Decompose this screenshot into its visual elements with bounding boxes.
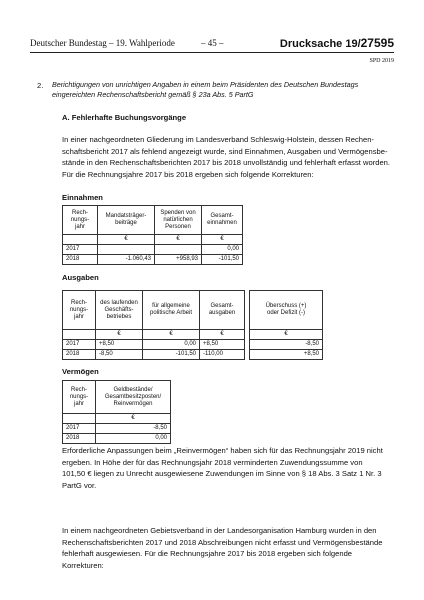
table-header-row	[63, 206, 243, 235]
paragraph-3	[62, 525, 392, 571]
table-row	[63, 424, 171, 434]
header-cell: Geldbestände/ Gesamtbesitzposten/ Reinvermögen	[96, 381, 171, 414]
document-number-prefix: Drucksache 19/	[279, 38, 361, 50]
header-sub: SPD 2019	[369, 58, 394, 64]
unit-row	[63, 330, 245, 340]
header-cell: des laufenden Geschäfts- betriebes	[96, 291, 143, 330]
ausgaben-table	[62, 290, 245, 360]
ausgaben-label: Ausgaben	[62, 273, 99, 282]
year-cell: 2017	[63, 340, 96, 350]
table-row	[63, 340, 245, 350]
paragraph-1-line: stände in den Rechenschaftsberichten 2017 bis 2018 unvollständig und fehlerhaft erfasst worden.	[62, 158, 391, 167]
ueberschuss-table	[249, 290, 323, 360]
table-header-row	[250, 291, 323, 330]
table-row	[250, 350, 323, 360]
table-row	[250, 340, 323, 350]
vermoegen-table	[62, 380, 171, 444]
paragraph-1-line: schaftsbericht 2017 als fehlend angezeigt wurde, sind Einnahmen, Ausgaben und Vermögensbe-	[62, 146, 388, 156]
value-cell: -1.060,43	[98, 255, 155, 265]
header-rule	[30, 52, 394, 53]
header-left: Deutscher Bundestag – 19. Wahlperiode	[30, 38, 175, 48]
year-cell: 2018	[63, 350, 96, 360]
unit-row	[63, 414, 171, 424]
paragraph-2-line: ergeben. In Höhe der für das Rechnungsjahr 2018 verminderten Zuwendungssumme von	[62, 457, 363, 467]
header-cell: Gesamt- ausgaben	[200, 291, 245, 330]
section-title	[52, 80, 358, 100]
value-cell: -110,00	[200, 350, 245, 360]
unit-row	[250, 330, 323, 340]
section-title-line1: Berichtigungen von unrichtigen Angaben in einem beim Präsidenten des Deutschen Bundestags	[52, 80, 359, 89]
paragraph-2-line: PartG vor.	[62, 480, 97, 490]
year-cell: 2018	[63, 434, 96, 444]
unit-cell: €	[155, 235, 202, 245]
subhead: A. Fehlerhafte Buchungsvorgänge	[62, 113, 187, 122]
value-cell: +8,50	[200, 340, 245, 350]
value-cell: -8,50	[96, 350, 143, 360]
header-cell: Gesamt- einnahmen	[202, 206, 243, 235]
table-row	[63, 245, 243, 255]
header-cell: Mandatsträger- beiträge	[98, 206, 155, 235]
paragraph-3-line: fehlerhaft ausgewiesen. Für die Rechnungsjahre 2017 bis 2018 ergeben sich folgende Korrekturen:	[62, 549, 353, 570]
vermoegen-label: Vermögen	[62, 367, 99, 376]
unit-cell: €	[98, 235, 155, 245]
header-cell: Rech- nungs- jahr	[63, 291, 96, 330]
value-cell: -8,50	[250, 340, 323, 350]
unit-cell	[63, 330, 96, 340]
value-cell: +8,50	[250, 350, 323, 360]
value-cell: 0,00	[143, 340, 200, 350]
year-cell: 2017	[63, 245, 98, 255]
paragraph-1	[62, 134, 392, 180]
paragraph-1-line: Für die Rechnungsjahre 2017 bis 2018 ergeben sich folgende Korrekturen:	[62, 169, 314, 179]
value-cell	[155, 245, 202, 255]
header-cell: für allgemeine politische Arbeit	[143, 291, 200, 330]
unit-cell	[63, 414, 96, 424]
paragraph-2-line: 101,50 € liegen zu Unrecht ausgewiesene Zuwendungen im Sinne von § 18 Abs. 3 Satz 1 Nr. 3	[62, 469, 382, 478]
section-title-line2: eingereichten Rechenschaftsbericht gemäß § 23a Abs. 5 PartG	[52, 90, 254, 99]
unit-cell: €	[96, 414, 171, 424]
unit-cell: €	[250, 330, 323, 340]
table-header-row	[63, 381, 171, 414]
table-row	[63, 434, 171, 444]
header-cell: Rech- nungs- jahr	[63, 381, 96, 414]
year-cell: 2017	[63, 424, 96, 434]
value-cell: -8,50	[96, 424, 171, 434]
value-cell: 0,00	[96, 434, 171, 444]
unit-cell: €	[96, 330, 143, 340]
value-cell	[98, 245, 155, 255]
page-number: – 45 –	[201, 38, 224, 48]
unit-cell: €	[143, 330, 200, 340]
document-number-value: 27595	[360, 36, 394, 50]
unit-cell	[63, 235, 98, 245]
header-cell: Überschuss (+) oder Defizit (-)	[250, 291, 323, 330]
document-number	[280, 36, 394, 50]
unit-cell: €	[202, 235, 243, 245]
value-cell: -101,50	[143, 350, 200, 360]
unit-cell: €	[200, 330, 245, 340]
unit-row	[63, 235, 243, 245]
header-cell: Rech- nungs- jahr	[63, 206, 98, 235]
value-cell: -101,50	[202, 255, 243, 265]
table-row	[63, 350, 245, 360]
einnahmen-label: Einnahmen	[62, 193, 103, 202]
table-header-row	[63, 291, 245, 330]
value-cell: 0,00	[202, 245, 243, 255]
paragraph-2	[62, 445, 392, 491]
section-number: 2.	[37, 81, 44, 90]
paragraph-1-line: In einer nachgeordneten Gliederung im Landesverband Schleswig-Holstein, dessen Rechen-	[62, 135, 374, 144]
header-cell: Spenden von natürlichen Personen	[155, 206, 202, 235]
paragraph-3-line: Rechenschaftsberichten 2017 und 2018 Abschreibungen nicht erfasst und Vermögensbestände	[62, 537, 383, 547]
value-cell: +8,50	[96, 340, 143, 350]
value-cell: +958,93	[155, 255, 202, 265]
paragraph-3-line: In einem nachgeordneten Gebietsverband in der Landesorganisation Hamburg wurden in den	[62, 526, 377, 535]
table-row	[63, 255, 243, 265]
paragraph-2-line: Erforderliche Anpassungen beim „Reinvermögen“ haben sich für das Rechnungsjahr 2019 nicht	[62, 446, 383, 455]
einnahmen-table	[62, 205, 243, 265]
year-cell: 2018	[63, 255, 98, 265]
